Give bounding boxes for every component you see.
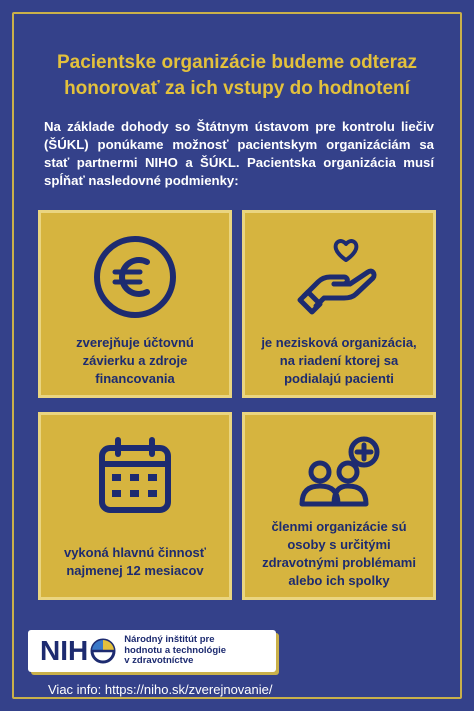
condition-card-nonprofit [242, 210, 436, 398]
title-line-1: Pacientske organizácie budeme odteraz [56, 52, 418, 73]
condition-label: členmi organizácie sú osoby s určitými zdravotnými problémami alebo ich spolky [262, 519, 416, 588]
title-line-2: honorovať za ich vstupy do hodnotení [64, 78, 410, 99]
calendar-icon [90, 434, 180, 524]
logo-o-icon [90, 638, 116, 664]
page-title [26, 50, 448, 102]
niho-logo [28, 630, 276, 672]
logo-wordmark: NIH [40, 635, 89, 666]
euro-icon [90, 232, 180, 322]
condition-card-members [242, 412, 436, 600]
condition-label: zverejňuje účtovnú závierku a zdroje financovania [76, 335, 194, 386]
condition-card-activity-duration [38, 412, 232, 600]
intro-paragraph: Na základe dohody so Štátnym ústavom pre kontrolu liečiv (ŠÚKL) ponúkame možnosť pacientskym organizáciám sa stať partnermi NIHO a ŠÚKL. Pacientska organizácia musí spĺňať nasledovné podmienky: [44, 119, 434, 188]
hand-heart-icon [294, 232, 384, 322]
condition-label: je nezisková organizácia, na riadení ktorej sa podialajú pacienti [261, 335, 417, 386]
condition-card-financial-transparency [38, 210, 232, 398]
more-info-link[interactable]: Viac info: https://niho.sk/zverejnovanie/ [48, 682, 273, 697]
people-plus-icon [294, 430, 384, 520]
condition-label: vykoná hlavnú činnosť najmenej 12 mesiacov [63, 545, 207, 578]
logo-institute-name: Národný inštitút pre hodnotu a technológie v zdravotníctve [124, 634, 227, 667]
